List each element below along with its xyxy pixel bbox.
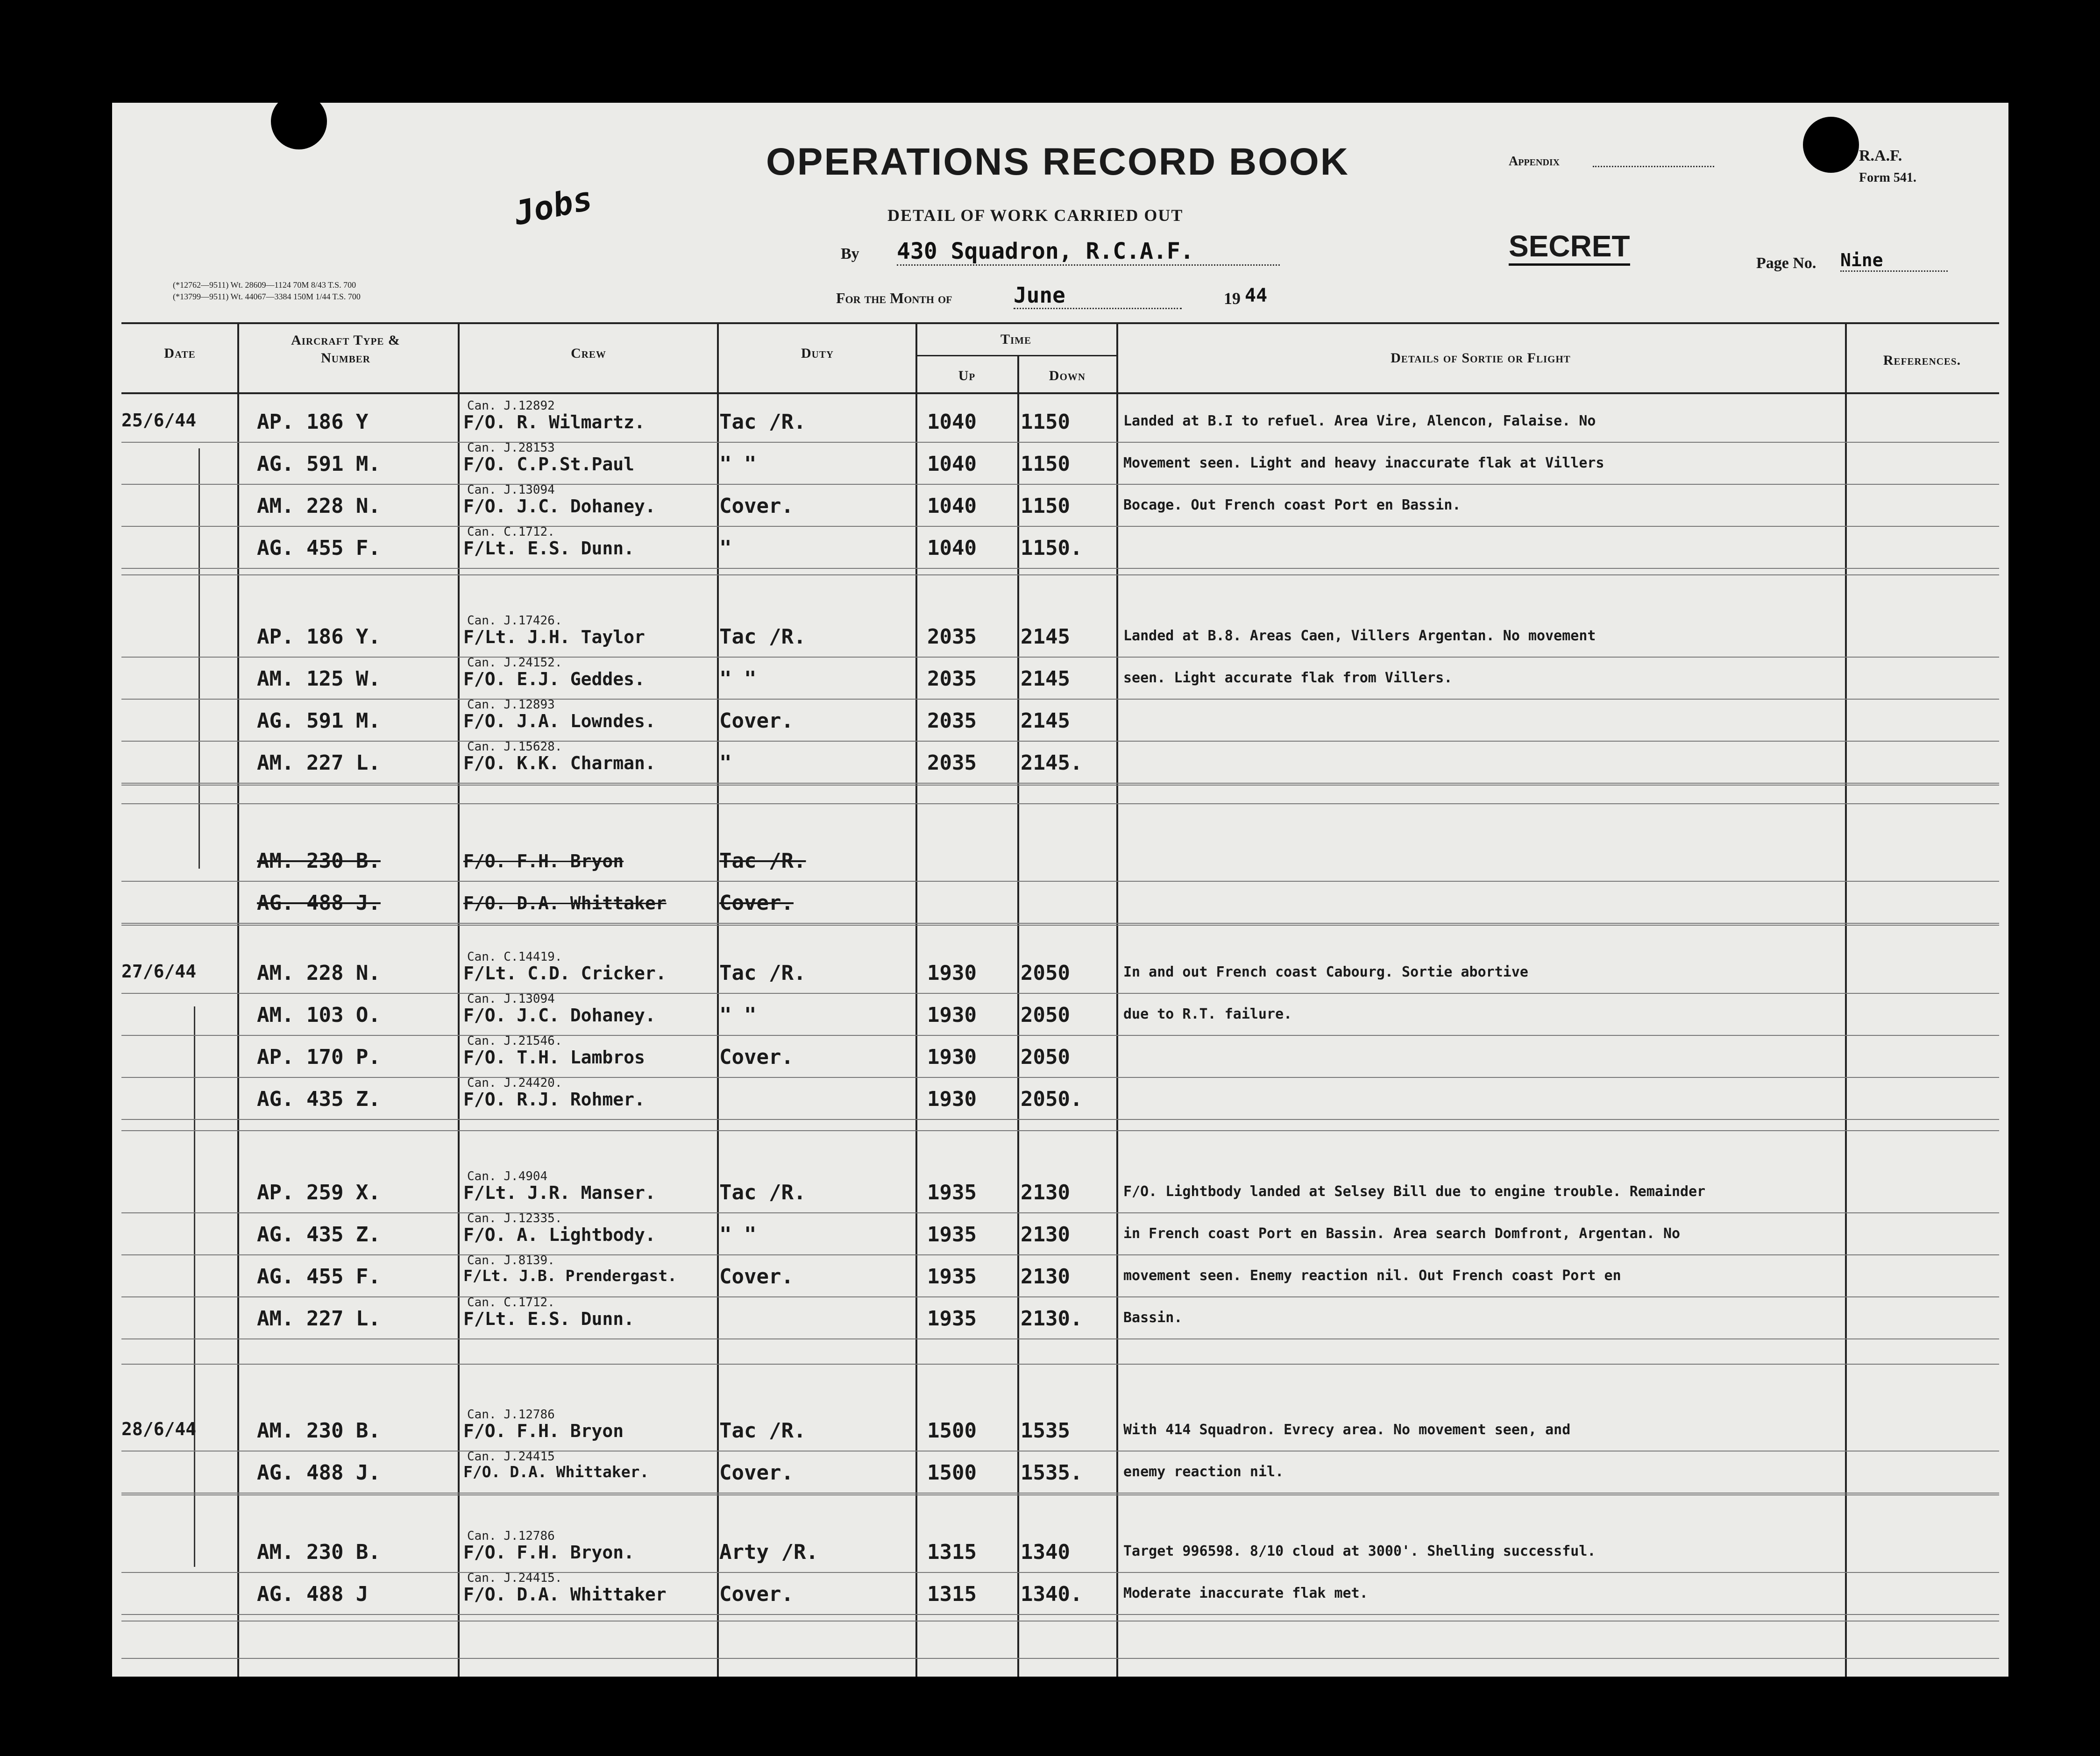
table-row (112, 883, 2008, 926)
duty-cell: Cover. (719, 1461, 794, 1485)
blank-rule (121, 925, 1999, 926)
duty-cell: " (719, 536, 732, 560)
blank-rule (121, 1130, 1999, 1131)
header-duty: Duty (801, 346, 834, 361)
down-time: 2050 (1021, 1003, 1070, 1027)
table-row (112, 950, 2008, 996)
form-sheet (112, 103, 2008, 1677)
aircraft-cell: AG. 435 Z. (257, 1087, 381, 1111)
blank-rule (121, 803, 1999, 804)
aircraft-cell: AM. 228 N. (257, 494, 381, 518)
details-cell: Target 996598. 8/10 cloud at 3000'. Shelling successful. (1123, 1543, 1596, 1559)
by-value: 430 Squadron, R.C.A.F. (897, 238, 1280, 266)
time-split-rule (915, 355, 1116, 356)
date-cell: 27/6/44 (121, 961, 197, 982)
punch-hole-left (271, 93, 327, 149)
aircraft-cell: AG. 591 M. (257, 452, 381, 476)
aircraft-cell: AP. 259 X. (257, 1181, 381, 1204)
details-cell: due to R.T. failure. (1123, 1006, 1292, 1022)
crew-serial: Can. J.12893 (467, 698, 555, 712)
duty-cell: " " (719, 452, 757, 476)
aircraft-cell: AG. 488 J. (257, 1461, 381, 1485)
form-number-label: Form 541. (1859, 170, 1916, 185)
duty-cell: Cover. (719, 1265, 794, 1289)
row-rule (121, 1614, 1999, 1615)
crew-name: F/O. K.K. Charman. (463, 753, 656, 773)
aircraft-cell: AP. 186 Y (257, 410, 369, 434)
up-time: 1315 (927, 1540, 977, 1564)
up-time: 2035 (927, 709, 977, 733)
aircraft-cell: AG. 455 F. (257, 1265, 381, 1289)
crew-name: F/O. E.J. Geddes. (463, 669, 645, 689)
down-time: 2050. (1021, 1087, 1083, 1111)
row-rule (121, 699, 1999, 700)
up-time: 1935 (927, 1181, 977, 1204)
row-rule (121, 1296, 1999, 1297)
duty-cell: Tac /R. (719, 961, 806, 985)
crew-serial: Can. J.17426. (467, 614, 562, 628)
aircraft-cell: AM. 227 L. (257, 1307, 381, 1331)
crew-serial: Can. J.12892 (467, 399, 555, 413)
down-time: 2130 (1021, 1265, 1070, 1289)
crew-serial: Can. J.24420. (467, 1076, 562, 1090)
header-down: Down (1049, 368, 1086, 383)
up-time: 2035 (927, 625, 977, 649)
crew-name: F/O. D.A. Whittaker (463, 893, 667, 913)
punch-hole-right (1803, 117, 1859, 173)
crew-serial: Can. J.21546. (467, 1034, 562, 1048)
crew-serial: Can. J.24152. (467, 656, 562, 670)
crew-name: F/O. D.A. Whittaker. (463, 1463, 649, 1481)
header-date: Date (164, 346, 196, 361)
details-cell: F/O. Lightbody landed at Selsey Bill due to engine trouble. Remainder (1123, 1183, 1706, 1200)
row-rule (121, 1254, 1999, 1255)
month-value: June (1014, 283, 1182, 309)
down-time: 1150 (1021, 410, 1070, 434)
crew-serial: Can. C.14419. (467, 950, 562, 964)
year-value: 44 (1245, 285, 1268, 306)
aircraft-cell: AM. 230 B. (257, 1540, 381, 1564)
row-rule (121, 783, 1999, 784)
crew-name: F/Lt. J.R. Manser. (463, 1182, 656, 1203)
row-rule (121, 1572, 1999, 1573)
form-title: OPERATIONS RECORD BOOK (766, 141, 1349, 183)
details-cell: movement seen. Enemy reaction nil. Out French coast Port en (1123, 1267, 1621, 1284)
row-rule (121, 526, 1999, 527)
month-label: For the Month of (836, 290, 952, 306)
aircraft-cell: AM. 230 B. (257, 1419, 381, 1443)
crew-serial: Can. J.24415 (467, 1450, 555, 1464)
details-cell: With 414 Squadron. Evrecy area. No movement seen, and (1123, 1422, 1571, 1438)
crew-serial: Can. J.28153 (467, 441, 555, 455)
aircraft-cell: AM. 227 L. (257, 751, 381, 775)
crew-name: F/Lt. J.H. Taylor (463, 627, 645, 647)
duty-cell: Cover. (719, 1582, 794, 1606)
down-time: 1150. (1021, 536, 1083, 560)
row-rule (121, 568, 1999, 569)
up-time: 1500 (927, 1461, 977, 1485)
crew-name: F/O. J.C. Dohaney. (463, 496, 656, 517)
secret-stamp: SECRET (1509, 229, 1630, 266)
crew-serial: Can. J.12786 (467, 1408, 555, 1422)
duty-cell: " " (719, 1223, 757, 1246)
table-row (112, 1034, 2008, 1080)
details-cell: enemy reaction nil. (1123, 1464, 1284, 1480)
blank-rule (121, 1494, 1999, 1495)
crew-name: F/O. J.A. Lowndes. (463, 711, 656, 731)
aircraft-cell: AM. 228 N. (257, 961, 381, 985)
up-time: 1040 (927, 410, 977, 434)
details-cell: seen. Light accurate flak from Villers. (1123, 670, 1453, 686)
row-rule (121, 741, 1999, 742)
details-cell: Bocage. Out French coast Port en Bassin. (1123, 497, 1461, 513)
crew-serial: Can. J.4904 (467, 1169, 548, 1183)
aircraft-cell: AG. 488 J. (257, 891, 381, 915)
row-rule (121, 1493, 1999, 1494)
details-cell: In and out French coast Cabourg. Sortie abortive (1123, 964, 1528, 980)
down-time: 2050 (1021, 961, 1070, 985)
table-row (112, 525, 2008, 571)
duty-cell: Cover. (719, 891, 794, 915)
table-row (112, 399, 2008, 445)
row-rule (121, 881, 1999, 882)
table-row (112, 1410, 2008, 1453)
down-time: 2145. (1021, 751, 1083, 775)
up-time: 2035 (927, 751, 977, 775)
blank-rule (121, 1364, 1999, 1365)
up-time: 1040 (927, 536, 977, 560)
by-label: By (841, 245, 859, 262)
up-time: 2035 (927, 667, 977, 691)
duty-cell: Tac /R. (719, 1419, 806, 1443)
appendix-dots (1593, 166, 1714, 167)
table-row (112, 483, 2008, 529)
crew-name: F/Lt. E.S. Dunn. (463, 1309, 635, 1329)
year-prefix: 19 (1224, 289, 1241, 308)
aircraft-cell: AG. 435 Z. (257, 1223, 381, 1246)
down-time: 1535. (1021, 1461, 1083, 1485)
header-aircraft: Aircraft Type & Number (291, 333, 400, 366)
aircraft-cell: AM. 230 B. (257, 849, 381, 873)
details-cell: Bassin. (1123, 1310, 1183, 1326)
table-row (112, 1169, 2008, 1215)
print-code-2: (*13799—9511) Wt. 44067—3384 150M 1/44 T.S. 700 (173, 292, 361, 301)
header-references: References. (1883, 353, 1961, 368)
duty-cell: Tac /R. (719, 849, 806, 873)
duty-cell: Tac /R. (719, 625, 806, 649)
details-cell: Movement seen. Light and heavy inaccurate flak at Villers (1123, 455, 1604, 471)
aircraft-cell: AM. 125 W. (257, 667, 381, 691)
up-time: 1930 (927, 1003, 977, 1027)
crew-name: F/O. R. Wilmartz. (463, 412, 645, 432)
up-time: 1930 (927, 1087, 977, 1111)
down-time: 2130 (1021, 1181, 1070, 1204)
duty-cell: Tac /R. (719, 1181, 806, 1204)
crew-serial: Can. J.12335. (467, 1211, 562, 1225)
crew-name: F/O. F.H. Bryon (463, 1421, 624, 1441)
table-row (112, 441, 2008, 487)
row-rule (121, 442, 1999, 443)
crew-name: F/O. C.P.St.Paul (463, 454, 635, 474)
crew-serial: Can. J.15628. (467, 740, 562, 754)
header-time: Time (1000, 332, 1031, 347)
details-cell: Landed at B.8. Areas Caen, Villers Argentan. No movement (1123, 628, 1596, 644)
down-time: 1535 (1021, 1419, 1070, 1443)
duty-cell: Arty /R. (719, 1540, 818, 1564)
row-rule (121, 923, 1999, 924)
down-time: 1340 (1021, 1540, 1070, 1564)
row-rule (121, 1212, 1999, 1213)
table-row (112, 616, 2008, 659)
page-value: Nine (1840, 250, 1948, 272)
row-rule (121, 657, 1999, 658)
details-cell: Moderate inaccurate flak met. (1123, 1585, 1368, 1601)
header-details: Details of Sortie or Flight (1391, 350, 1571, 366)
page-label: Page No. (1756, 255, 1816, 272)
crew-serial: Can. J.13094 (467, 483, 555, 497)
up-time: 1930 (927, 1045, 977, 1069)
date-cell: 25/6/44 (121, 410, 197, 431)
down-time: 1340. (1021, 1582, 1083, 1606)
up-time: 1500 (927, 1419, 977, 1443)
up-time: 1040 (927, 494, 977, 518)
table-row (112, 1529, 2008, 1575)
table-row (112, 740, 2008, 786)
crew-name: F/O. F.H. Bryon. (463, 1542, 635, 1563)
print-code-1: (*12762—9511) Wt. 28609—1124 70M 8/43 T.S. 700 (173, 280, 356, 290)
details-cell: in French coast Port en Bassin. Area search Domfront, Argentan. No (1123, 1225, 1681, 1242)
header-crew: Crew (571, 346, 606, 361)
aircraft-cell: AM. 103 O. (257, 1003, 381, 1027)
duty-cell: Cover. (719, 1045, 794, 1069)
crew-serial: Can. J.8139. (467, 1253, 555, 1267)
form-subtitle: DETAIL OF WORK CARRIED OUT (887, 206, 1184, 225)
crew-name: F/O. T.H. Lambros (463, 1047, 645, 1068)
row-rule (121, 1077, 1999, 1078)
row-rule (121, 1338, 1999, 1339)
table-row (112, 1076, 2008, 1122)
table-row (112, 1253, 2008, 1299)
crew-serial: Can. C.1712. (467, 1296, 555, 1310)
down-time: 2145 (1021, 625, 1070, 649)
up-time: 1935 (927, 1265, 977, 1289)
aircraft-cell: AG. 591 M. (257, 709, 381, 733)
crew-serial: Can. J.13094 (467, 992, 555, 1006)
duty-cell: " " (719, 667, 757, 691)
table-row (112, 992, 2008, 1038)
row-rule (121, 1451, 1999, 1452)
crew-name: F/O. J.C. Dohaney. (463, 1005, 656, 1026)
table-row (112, 658, 2008, 701)
down-time: 2145 (1021, 709, 1070, 733)
marginal-note: Jobs (511, 179, 596, 233)
duty-cell: " " (719, 1003, 757, 1027)
table-row (112, 1211, 2008, 1257)
table-row (112, 1452, 2008, 1495)
up-time: 1935 (927, 1307, 977, 1331)
header-bottom-rule (121, 392, 1999, 394)
crew-name: F/O. F.H. Bryon (463, 851, 624, 871)
header-up: Up (958, 368, 976, 383)
table-row (112, 841, 2008, 884)
table-row (112, 698, 2008, 743)
row-rule (121, 484, 1999, 485)
aircraft-cell: AP. 186 Y. (257, 625, 381, 649)
down-time: 1150 (1021, 494, 1070, 518)
details-cell: Landed at B.I to refuel. Area Vire, Alencon, Falaise. No (1123, 413, 1596, 429)
aircraft-cell: AP. 170 P. (257, 1045, 381, 1069)
up-time: 1315 (927, 1582, 977, 1606)
crew-name: F/Lt. J.B. Prendergast. (463, 1267, 677, 1285)
crew-serial: Can. J.24415. (467, 1571, 562, 1585)
row-rule (121, 1119, 1999, 1120)
blank-rule (121, 1658, 1999, 1659)
duty-cell: Tac /R. (719, 410, 806, 434)
crew-name: F/Lt. E.S. Dunn. (463, 538, 635, 559)
appendix-label: Appendix (1509, 154, 1560, 169)
blank-rule (121, 574, 1999, 575)
table-row (112, 1298, 2008, 1341)
table-row (112, 1571, 2008, 1617)
row-rule (121, 1035, 1999, 1036)
raf-label: R.A.F. (1859, 147, 1902, 164)
duty-cell: Cover. (719, 494, 794, 518)
down-time: 2145 (1021, 667, 1070, 691)
down-time: 1150 (1021, 452, 1070, 476)
up-time: 1040 (927, 452, 977, 476)
aircraft-cell: AG. 488 J (257, 1582, 369, 1606)
crew-name: F/Lt. C.D. Cricker. (463, 963, 667, 984)
crew-serial: Can. J.12786 (467, 1529, 555, 1543)
row-rule (121, 993, 1999, 994)
aircraft-cell: AG. 455 F. (257, 536, 381, 560)
duty-cell: " (719, 751, 732, 775)
down-time: 2130 (1021, 1223, 1070, 1246)
up-time: 1930 (927, 961, 977, 985)
up-time: 1935 (927, 1223, 977, 1246)
date-cell: 28/6/44 (121, 1419, 197, 1439)
crew-name: F/O. R.J. Rohmer. (463, 1089, 645, 1110)
blank-rule (121, 785, 1999, 786)
duty-cell: Cover. (719, 709, 794, 733)
crew-serial: Can. C.1712. (467, 525, 555, 539)
down-time: 2050 (1021, 1045, 1070, 1069)
down-time: 2130. (1021, 1307, 1083, 1331)
crew-name: F/O. A. Lightbody. (463, 1225, 656, 1245)
crew-name: F/O. D.A. Whittaker (463, 1584, 667, 1605)
